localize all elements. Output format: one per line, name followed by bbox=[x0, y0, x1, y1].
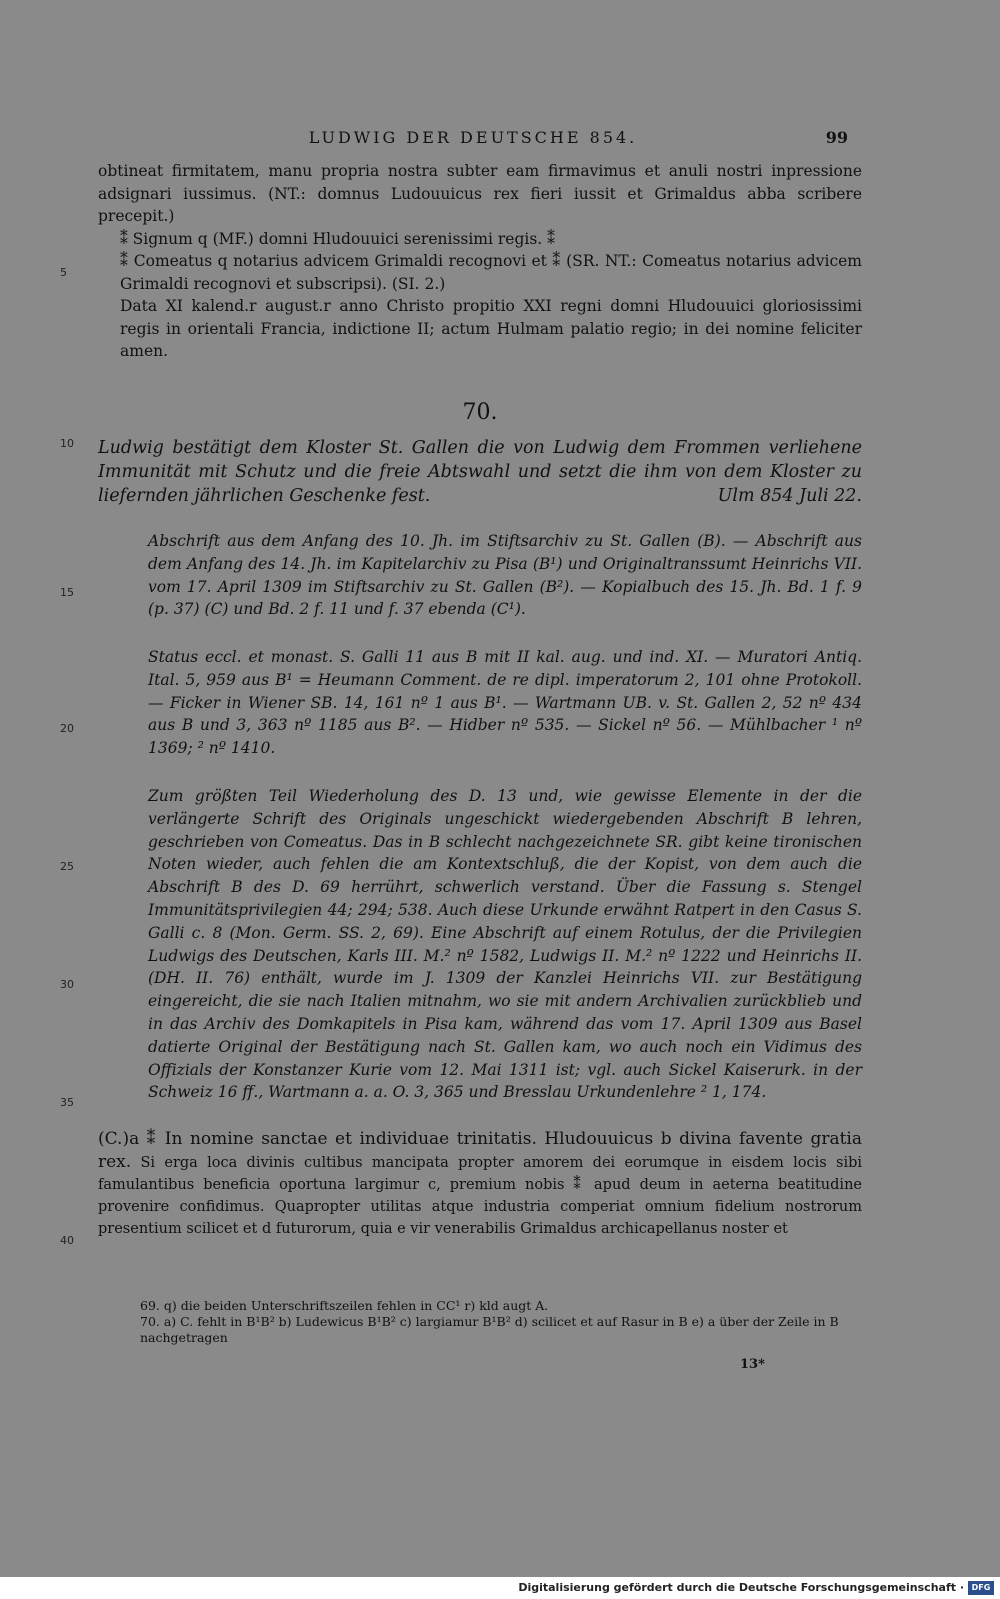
regest-text bbox=[98, 436, 862, 508]
dfg-logo: DFG bbox=[968, 1581, 994, 1595]
closing-protocol-69 bbox=[98, 160, 862, 363]
signature-mark: 13* bbox=[740, 1357, 765, 1372]
transmission-text: Abschrift aus dem Anfang des 10. Jh. im Stiftsarchiv zu St. Gallen (B). — Abschrift aus dem Anfang des 14. Jh. im Kapitelarchiv zu Pisa (B¹) und Originaltranssumt Heinrichs VII. vom 17. April 1309 im Stiftsarchiv zu St. Gallen (B²). — Kopialbuch des 15. Jh. Bd. 1 f. 9 (p. 37) (C) und Bd. 2 f. 11 und f. 37 ebenda (C¹). bbox=[148, 532, 862, 619]
footnote-69: 69. q) die beiden Unterschriftszeilen fehlen in CC¹ r) kld augt A. bbox=[140, 1298, 549, 1313]
regest-date: Ulm 854 Juli 22. bbox=[717, 486, 862, 506]
arenga: Si erga loca divinis cultibus mancipata propter amorem dei eorumque in eisdem locis sibi famulantibus beneficia oportuna largimur c, premium nobis ⁑ apud deum in aeterna beatitudine provenire confidimus. Quapropter utilitas atque industria comperiat omnium fidelium nostrorum presentium scilicet et d futurorum, quia e vir venerabilis Grimaldus archicapellanus noster et bbox=[98, 1155, 863, 1237]
line-number: 15 bbox=[60, 586, 74, 599]
footnote-70: 70. a) C. fehlt in B¹B² b) Ludewicus B¹B² c) largiamur B¹B² d) scilicet et auf Rasur in B e) a über der Zeile in B nachgetragen bbox=[140, 1314, 839, 1345]
line-number: 5 bbox=[60, 266, 67, 279]
running-header bbox=[98, 128, 848, 152]
invocatio: (C.)a ⁑ In nomine sanctae et individuae trinitatis. Hludouuicus b divina favente gratia rex. bbox=[98, 1129, 862, 1172]
line-number: 20 bbox=[60, 722, 74, 735]
charter-text bbox=[98, 1128, 862, 1240]
line-number: 35 bbox=[60, 1096, 74, 1109]
line-number: 10 bbox=[60, 437, 74, 450]
dating-paragraph: Data XI kalend.r august.r anno Christo propitio XXI regni domni Hludouuici gloriosissimi regis in orientali Francia, indictione II; actum Hulmam palatio regio; in dei nomine feliciter amen. bbox=[120, 297, 862, 360]
charter-paragraph bbox=[98, 1128, 862, 1240]
line-number: 30 bbox=[60, 978, 74, 991]
regest bbox=[98, 436, 862, 508]
document-number: 70. bbox=[462, 400, 498, 425]
editions-text: Status eccl. et monast. S. Galli 11 aus B mit II kal. aug. und ind. XI. — Muratori Antiq. Ital. 5, 959 aus B¹ = Heumann Comment. de re dipl. imperatorum 2, 101 ohne Protokoll. — Ficker in Wiener SB. 14, 161 nº 1 aus B¹. — Wartmann UB. v. St. Gallen 2, 52 nº 434 aus B und 3, 363 nº 1185 aus B². — Hidber nº 535. — Sickel nº 56. — Mühlbacher ¹ nº 1369; ² nº 1410. bbox=[148, 648, 862, 758]
line-number: 40 bbox=[60, 1234, 74, 1247]
footnotes bbox=[140, 1298, 862, 1346]
signum-line: ⁑ Signum q (MF.) domni Hludouuici serenissimi regis. ⁑ bbox=[120, 229, 555, 248]
page-number: 99 bbox=[825, 128, 848, 147]
regest-summary: Ludwig bestätigt dem Kloster St. Gallen die von Ludwig dem Frommen verliehene Immunität mit Schutz und die freie Abtswahl und setzt die ihm von dem Kloster zu liefernden jährlichen Geschenke fest. bbox=[98, 438, 862, 506]
footer-text: Digitalisierung gefördert durch die Deutsche Forschungsgemeinschaft · bbox=[518, 1581, 964, 1594]
footer-bar bbox=[0, 1577, 1000, 1599]
commentary-text: Zum größten Teil Wiederholung des D. 13 und, wie gewisse Elemente in der die verlängerte Schrift des Originals ungeschickt wiedergebenden Abschrift B lehren, geschrieben von Comeatus. Das in B schlecht nachgezeichnete SR. gibt keine tironischen Noten wieder, auch fehlen die am Kontextschluß, die der Kopist, von dem auch die Abschrift B des D. 69 herrührt, schwerlich verstand. Über die Fassung s. Stengel Immunitätsprivilegien 44; 294; 538. Auch diese Urkunde erwähnt Ratpert in den Casus S. Galli c. 8 (Mon. Germ. SS. 2, 69). Eine Abschrift auf einem Rotulus, der die Privilegien Ludwigs des Deutschen, Karls III. M.² nº 1582, Ludwigs II. M.² nº 1222 und Heinrichs II. (DH. II. 76) enthält, wurde im J. 1309 der Kanzlei Heinrichs VII. zur Bestätigung eingereicht, die sie nach Italien mitnahm, wo sie mit andern Archivalien zurückblieb und in das Archiv des Domkapitels in Pisa kam, während das vom 17. April 1309 aus Basel datierte Original der Bestätigung nach St. Gallen kam, wo auch noch ein Vidimus des Offizials der Konstanzer Kurie vom 12. Mai 1311 ist; vgl. auch Sickel Kaiserurk. in der Schweiz 16 ff., Wartmann a. a. O. 3, 365 und Bresslau Urkundenlehre ² 1, 174. bbox=[148, 787, 862, 1102]
editions-note bbox=[148, 646, 862, 760]
commentary-note bbox=[148, 785, 862, 1104]
running-title: LUDWIG DER DEUTSCHE 854. bbox=[308, 128, 638, 147]
recognition-line: ⁑ Comeatus q notarius advicem Grimaldi recognovi et ⁑ (SR. NT.: Comeatus notarius advicem Grimaldi recognovi et subscripsi). (SI. 2.) bbox=[120, 252, 862, 293]
transmission-note bbox=[148, 530, 862, 621]
line-number: 25 bbox=[60, 860, 74, 873]
corroboratio-paragraph: obtineat firmitatem, manu propria nostra subter eam firmavimus et anuli nostri inpressione adsignari iussimus. (NT.: domnus Ludouuicus rex fieri iussit et Grimaldus abba scribere precepit.) bbox=[98, 162, 862, 225]
